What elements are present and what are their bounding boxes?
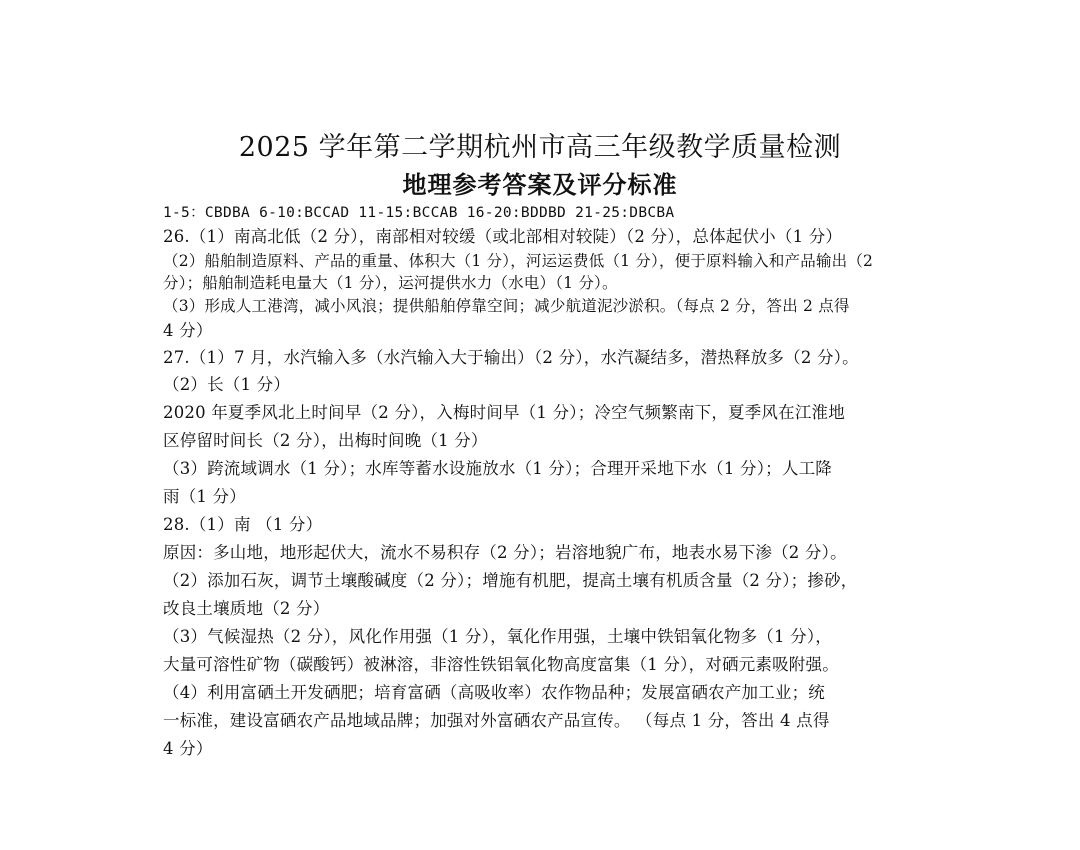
answer-line: （4）利用富硒土开发硒肥；培育富硒（高吸收率）农作物品种；发展富硒农产加工业；统 <box>163 683 825 702</box>
answer-line: 27.（1）7 月，水汽输入多（水汽输入大于输出）（2 分），水汽凝结多，潜热释放多（2 分）。 <box>163 348 859 367</box>
answer-line: 分）；船舶制造耗电量大（1 分），运河提供水力（水电）（1 分）。 <box>163 274 618 292</box>
answer-line: 大量可溶性矿物（碳酸钙）被淋溶，非溶性铁铝氧化物高度富集（1 分），对硒元素吸附强。 <box>163 655 839 674</box>
multiple-choice-answers: 1-5：CBDBA 6-10:BCCAD 11-15:BCCAB 16-20:BDDBD 21-25:DBCBA <box>163 205 675 221</box>
answer-line: （2）船舶制造原料、产品的重量、体积大（1 分），河运运费低（1 分），便于原料输入和产品输出（2 <box>163 252 874 270</box>
answer-line: 原因：多山地，地形起伏大，流水不易积存（2 分）；岩溶地貌广布，地表水易下渗（2 分）。 <box>163 543 847 562</box>
answer-line: 改良土壤质地（2 分） <box>163 599 330 618</box>
answer-line: （2）长（1 分） <box>163 375 291 394</box>
document-title: 2025 学年第二学期杭州市高三年级教学质量检测 <box>238 132 842 163</box>
answer-line: （2）添加石灰，调节土壤酸碱度（2 分）；增施有机肥，提高土壤有机质含量（2 分）；掺砂， <box>163 571 858 590</box>
answer-line: 4 分） <box>163 321 213 340</box>
answer-line: 2020 年夏季风北上时间早（2 分），入梅时间早（1 分）；冷空气频繁南下，夏季风在江淮地 <box>163 403 845 422</box>
answer-line: （3）气候湿热（2 分），风化作用强（1 分），氧化作用强，土壤中铁铝氧化物多（1 分）， <box>163 627 832 646</box>
answer-line: （3）跨流域调水（1 分）；水库等蓄水设施放水（1 分）；合理开采地下水（1 分）；人工降 <box>163 459 832 478</box>
answer-line: （3）形成人工港湾，减小风浪；提供船舶停靠空间；减少航道泥沙淤积。（每点 2 分，答出 2 点得 <box>163 297 850 315</box>
answer-line: 26.（1）南高北低（2 分），南部相对较缓（或北部相对较陡）（2 分），总体起伏小（1 分） <box>163 227 843 246</box>
document-subtitle: 地理参考答案及评分标准 <box>402 170 678 199</box>
answer-line: 雨（1 分） <box>163 487 246 506</box>
answer-line: 4 分） <box>163 739 213 758</box>
answer-line: 区停留时间长（2 分），出梅时间晚（1 分） <box>163 431 488 450</box>
answer-line: 28.（1）南 （1 分） <box>163 515 323 534</box>
answer-line: 一标准，建设富硒农产品地域品牌；加强对外富硒农产品宣传。 （每点 1 分，答出 4 点得 <box>163 711 830 730</box>
